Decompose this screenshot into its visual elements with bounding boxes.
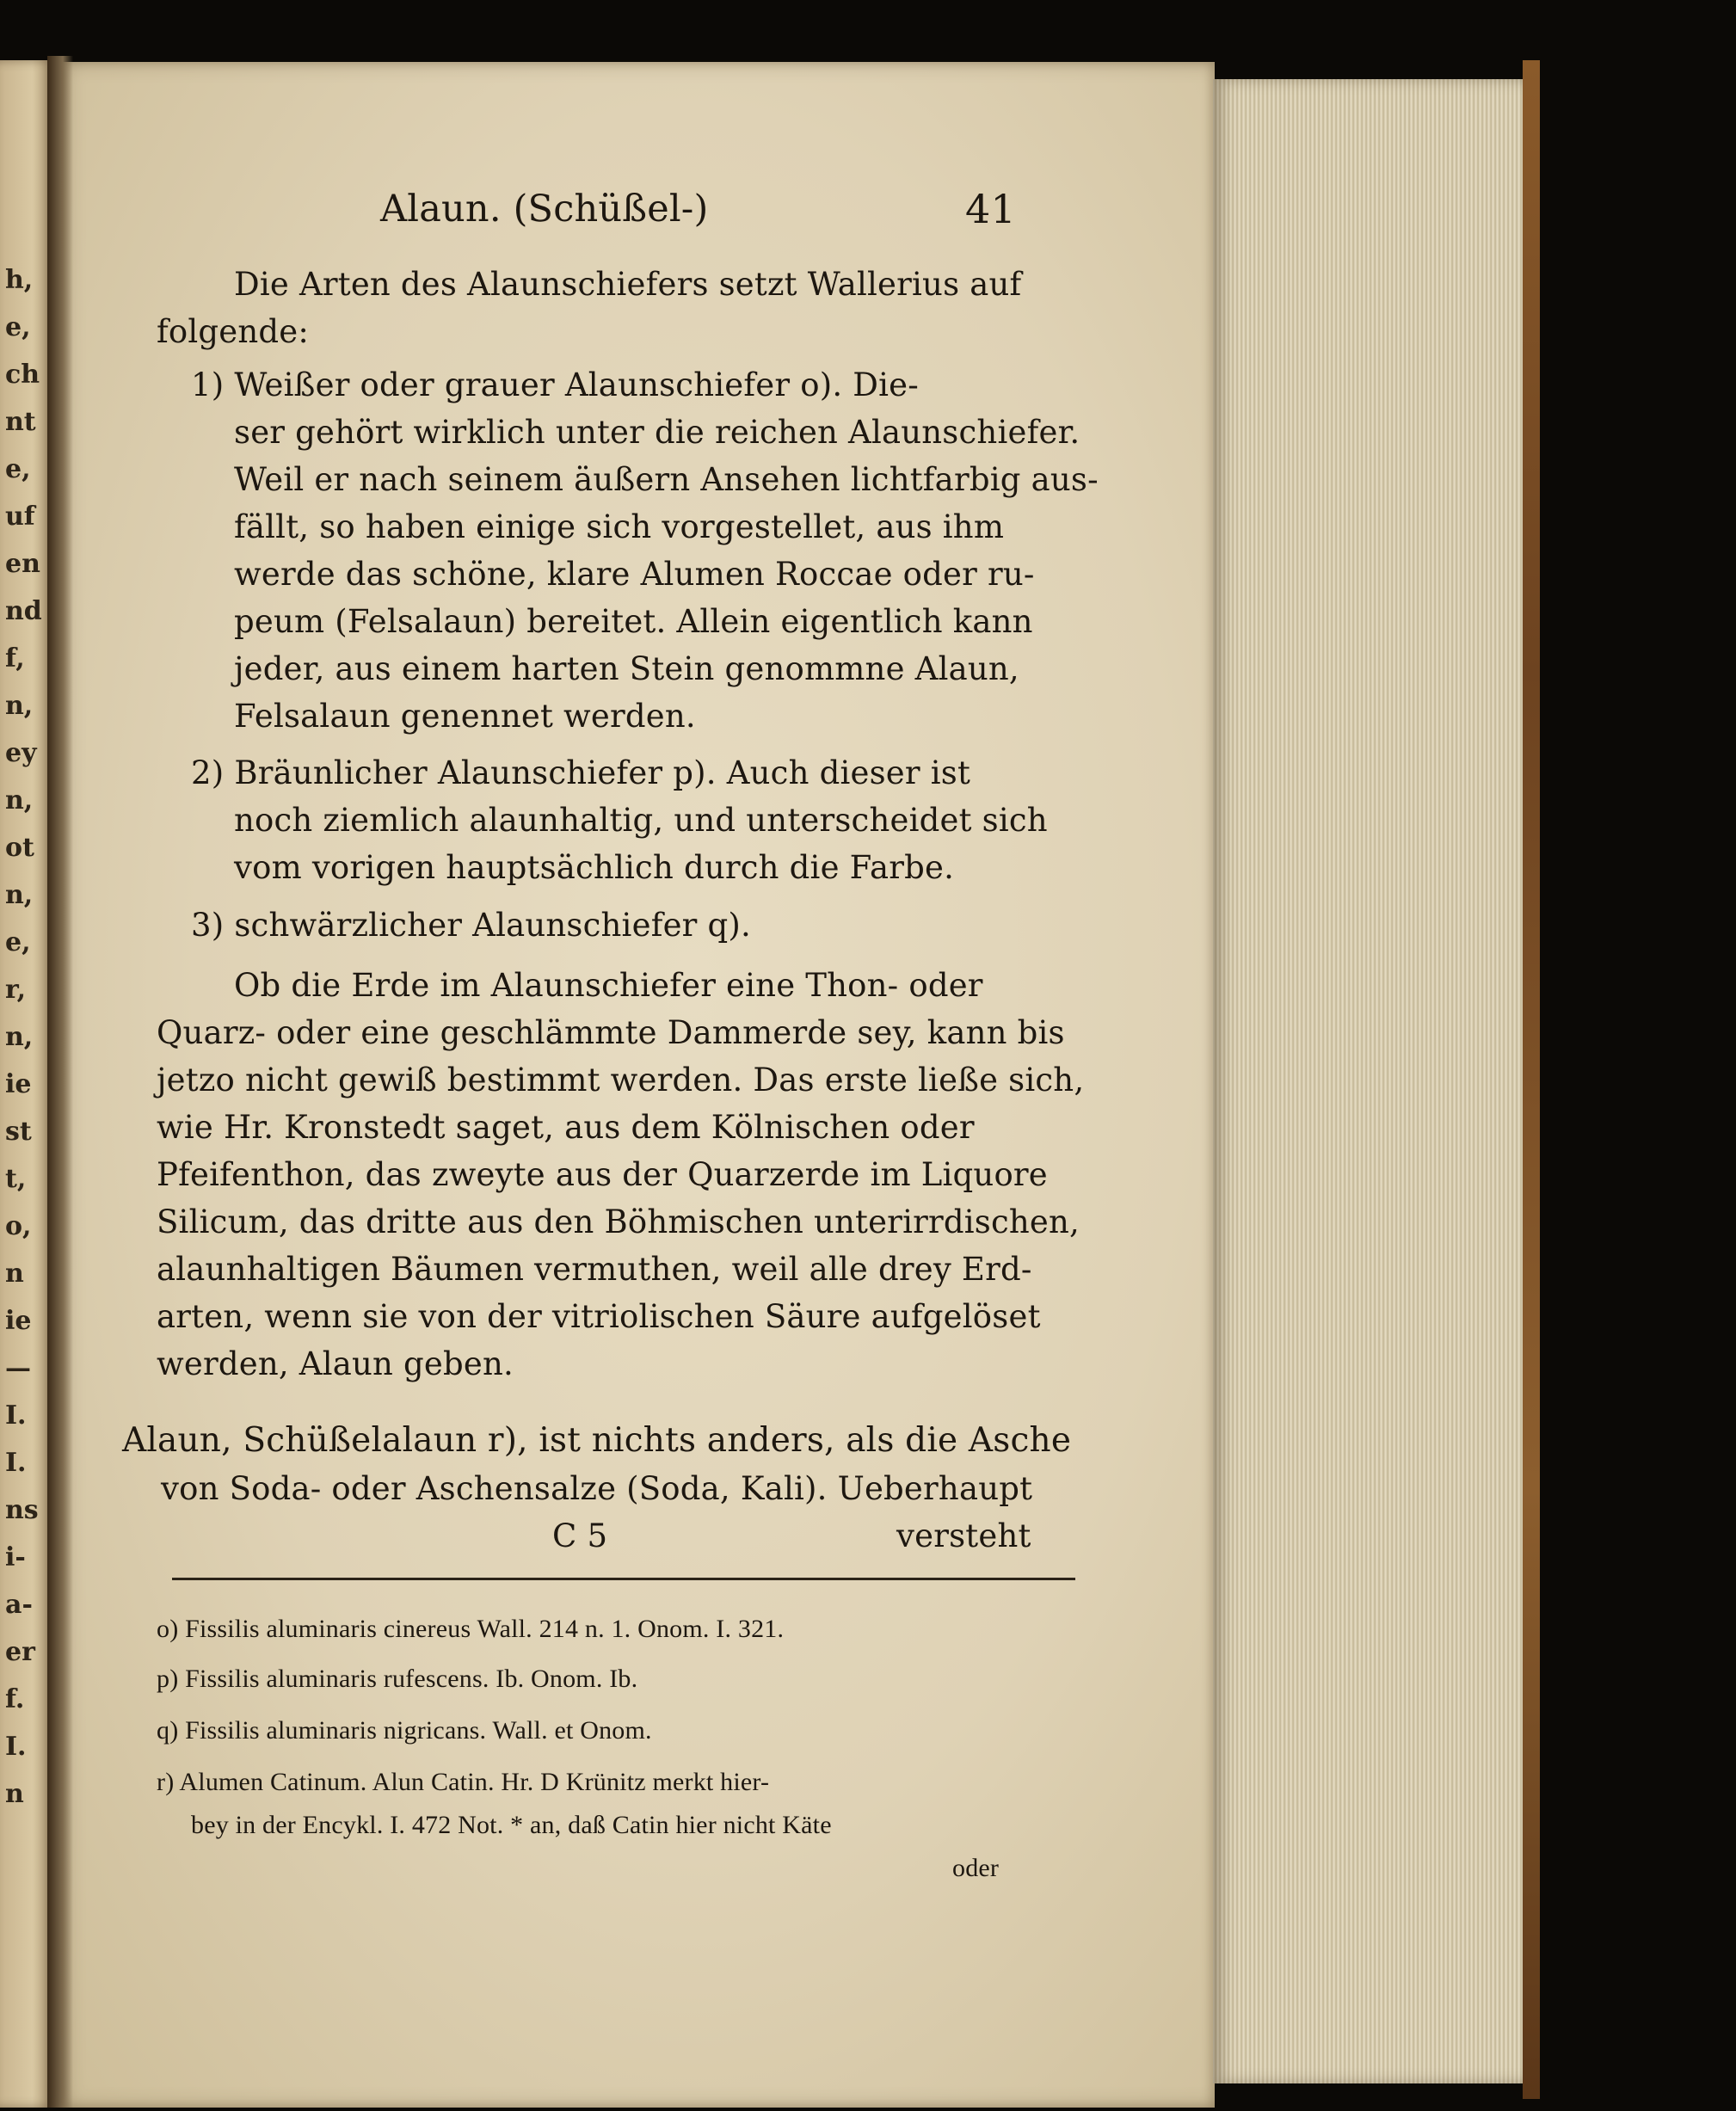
left-page-text-fragment: i-: [5, 1542, 26, 1572]
left-page-text-fragment: h,: [5, 265, 34, 295]
entry-line: von Soda- oder Aschensalze (Soda, Kali). Ueberhaupt: [161, 1470, 1033, 1507]
left-page-text-fragment: e,: [5, 312, 31, 342]
footnote: q) Fissilis aluminaris nigricans. Wall. et Onom.: [157, 1716, 652, 1745]
left-page-text-fragment: n,: [5, 880, 34, 910]
item-line: Weil er nach seinem äußern Ansehen lichtfarbig aus-: [234, 461, 1099, 498]
left-page-text-fragment: uf: [5, 502, 35, 532]
footnote: oder: [952, 1854, 1000, 1882]
left-page-text-fragment: n,: [5, 1022, 34, 1052]
item-line: 2) Bräunlicher Alaunschiefer p). Auch dieser ist: [191, 754, 971, 791]
left-page-text-fragment: t,: [5, 1164, 27, 1194]
left-page-text-fragment: e,: [5, 927, 31, 957]
left-page-text-fragment: nd: [5, 596, 42, 626]
item-line: jeder, aus einem harten Stein genommne Alaun,: [234, 650, 1019, 687]
footnote: bey in der Encykl. I. 472 Not. * an, daß Catin hier nicht Käte: [191, 1811, 832, 1839]
left-page-text-fragment: ey: [5, 738, 37, 768]
left-page-text-fragment: r,: [5, 975, 27, 1005]
footnote-rule: [172, 1578, 1075, 1580]
footnote: r) Alumen Catinum. Alun Catin. Hr. D Krünitz merkt hier-: [157, 1768, 770, 1796]
paragraph-line: Silicum, das dritte aus den Böhmischen unterirrdischen,: [157, 1203, 1080, 1240]
paragraph-line: Ob die Erde im Alaunschiefer eine Thon- oder: [234, 967, 983, 1004]
book-cover-edge: [1523, 60, 1540, 2099]
footnote: o) Fissilis aluminaris cinereus Wall. 214 n. 1. Onom. I. 321.: [157, 1615, 785, 1643]
paragraph-line: arten, wenn sie von der vitriolischen Säure aufgelöset: [157, 1298, 1041, 1335]
book-gutter: [47, 56, 73, 2108]
intro-line: Die Arten des Alaunschiefers setzt Wallerius auf: [234, 266, 1022, 303]
left-page-fragment: [0, 60, 53, 2108]
left-page-text-fragment: f,: [5, 643, 25, 674]
item-line: vom vorigen hauptsächlich durch die Farbe.: [234, 849, 955, 886]
running-title: Alaun. (Schüßel-): [380, 188, 709, 231]
signature-mark: C 5: [552, 1517, 608, 1554]
paragraph-line: wie Hr. Kronstedt saget, aus dem Kölnischen oder: [157, 1109, 975, 1146]
page-number: 41: [965, 186, 1016, 232]
paragraph-line: Quarz- oder eine geschlämmte Dammerde sey, kann bis: [157, 1014, 1065, 1051]
left-page-text-fragment: n: [5, 1259, 24, 1289]
left-page-text-fragment: I.: [5, 1448, 27, 1478]
left-page-text-fragment: o,: [5, 1211, 32, 1241]
left-page-text-fragment: st: [5, 1117, 32, 1147]
item-line: 3) schwärzlicher Alaunschiefer q).: [191, 907, 752, 944]
paragraph-line: jetzo nicht gewiß bestimmt werden. Das erste ließe sich,: [157, 1062, 1085, 1099]
left-page-text-fragment: n,: [5, 785, 34, 815]
item-line: peum (Felsalaun) bereitet. Allein eigentlich kann: [234, 603, 1033, 640]
footnote: p) Fissilis aluminaris rufescens. Ib. Onom. Ib.: [157, 1665, 638, 1693]
left-page-text-fragment: n: [5, 1779, 24, 1809]
item-line: Felsalaun genennet werden.: [234, 698, 696, 735]
catchword: versteht: [896, 1517, 1031, 1554]
left-page-text-fragment: I.: [5, 1400, 27, 1431]
item-line: 1) Weißer oder grauer Alaunschiefer o). Die-: [191, 366, 919, 403]
left-page-text-fragment: n,: [5, 691, 34, 721]
item-line: ser gehört wirklich unter die reichen Alaunschiefer.: [234, 414, 1080, 451]
left-page-text-fragment: I.: [5, 1732, 27, 1762]
page-edges: [1213, 79, 1540, 2083]
paragraph-line: werden, Alaun geben.: [157, 1345, 514, 1382]
left-page-text-fragment: en: [5, 549, 40, 579]
left-page-text-fragment: e,: [5, 454, 31, 484]
left-page-text-fragment: ch: [5, 360, 40, 390]
left-page-text-fragment: ie: [5, 1306, 32, 1336]
left-page-text-fragment: ns: [5, 1495, 39, 1525]
item-line: werde das schöne, klare Alumen Roccae oder ru-: [234, 556, 1035, 593]
left-page-text-fragment: f.: [5, 1684, 25, 1714]
paragraph-line: Pfeifenthon, das zweyte aus der Quarzerde im Liquore: [157, 1156, 1048, 1193]
left-page-text-fragment: er: [5, 1637, 35, 1667]
item-line: noch ziemlich alaunhaltig, und unterscheidet sich: [234, 802, 1048, 839]
intro-line: folgende:: [157, 313, 310, 350]
left-page-text-fragment: —: [5, 1353, 31, 1383]
left-page-text-fragment: a-: [5, 1590, 33, 1620]
item-line: fällt, so haben einige sich vorgestellet, aus ihm: [234, 508, 1005, 545]
left-page-text-fragment: nt: [5, 407, 36, 437]
entry-line: Alaun, Schüßelalaun r), ist nichts anders, als die Asche: [122, 1421, 1072, 1460]
left-page-text-fragment: ie: [5, 1069, 32, 1099]
paragraph-line: alaunhaltigen Bäumen vermuthen, weil alle drey Erd-: [157, 1251, 1032, 1288]
left-page-text-fragment: ot: [5, 833, 34, 863]
